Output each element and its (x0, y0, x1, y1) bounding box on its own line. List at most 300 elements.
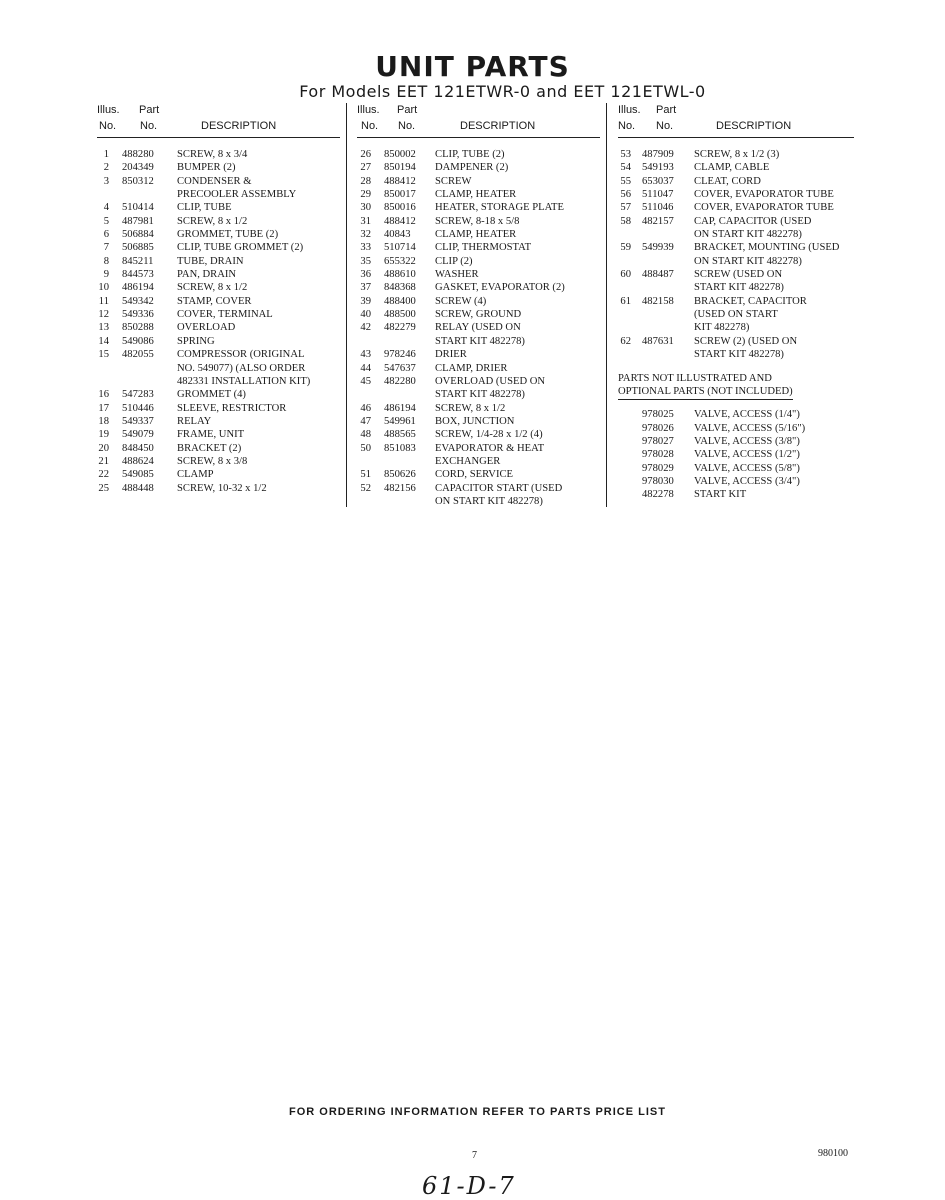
table-row (97, 455, 340, 468)
illus-number: 43 (360, 349, 371, 361)
table-row (357, 388, 600, 401)
table-row (97, 175, 340, 188)
illus-number: 39 (360, 295, 371, 307)
illus-number: 58 (620, 215, 631, 227)
part-number: 510714 (384, 242, 416, 254)
part-description: CLIP, TUBE GROMMET (2) (177, 242, 304, 254)
illus-number: 28 (360, 175, 371, 187)
table-row (357, 215, 600, 228)
table-row (357, 188, 600, 201)
not-included-section (618, 372, 854, 502)
part-number: 488610 (384, 269, 416, 281)
table-row (618, 475, 854, 488)
part-description: CLIP (2) (435, 255, 473, 267)
part-description: SCREW (4) (435, 295, 487, 307)
part-number: 549337 (122, 415, 154, 427)
illus-number: 18 (98, 415, 109, 427)
part-number: 487981 (122, 215, 154, 227)
table-row (97, 268, 340, 281)
part-number: 547283 (122, 389, 154, 401)
parts-column-3 (618, 103, 854, 502)
illus-number: 20 (98, 442, 109, 454)
table-row (97, 442, 340, 455)
table-row (97, 415, 340, 428)
table-row (357, 375, 600, 388)
part-number: 486194 (384, 402, 416, 414)
table-row (97, 348, 340, 361)
illus-number: 52 (360, 482, 371, 494)
part-description: SCREW (2) (USED ON (694, 335, 798, 347)
part-description: SCREW, 8 x 1/2 (177, 282, 248, 294)
table-row (618, 281, 854, 294)
illus-number: 56 (620, 189, 631, 201)
illus-number: 14 (98, 335, 109, 347)
table-row (97, 362, 340, 375)
part-description: VALVE, ACCESS (3/4") (694, 475, 800, 487)
header-part-no: No. (656, 120, 674, 132)
part-description: ON START KIT 482278) (435, 495, 543, 507)
part-number: 487631 (642, 335, 674, 347)
table-row (357, 442, 600, 455)
part-description: BRACKET (2) (177, 442, 242, 454)
header-description: DESCRIPTION (201, 120, 277, 132)
part-description: VALVE, ACCESS (3/8") (694, 435, 800, 447)
illus-number: 11 (98, 295, 109, 307)
table-row (97, 295, 340, 308)
header-illus: Illus. (97, 104, 120, 116)
table-row (618, 241, 854, 254)
not-included-heading (618, 372, 793, 401)
table-row (357, 362, 600, 375)
table-row (357, 201, 600, 214)
part-number: 482055 (122, 349, 154, 361)
page-subtitle: For Models EET 121ETWR-0 and EET 121ETWL-0 (299, 82, 706, 101)
parts-list (97, 148, 340, 495)
part-description: BRACKET, CAPACITOR (694, 295, 807, 307)
part-number: 510446 (122, 402, 154, 414)
part-description: GASKET, EVAPORATOR (2) (435, 282, 565, 294)
part-number: 40843 (384, 229, 411, 241)
part-description: SCREW, 8 x 3/4 (177, 149, 248, 160)
illus-number: 32 (360, 229, 371, 241)
table-row (97, 161, 340, 174)
part-number: 488565 (384, 429, 416, 441)
table-row (618, 188, 854, 201)
illus-number: 21 (98, 455, 109, 467)
part-description: CLEAT, CORD (694, 175, 761, 187)
part-number: 204349 (122, 162, 154, 174)
part-description: SCREW, 10-32 x 1/2 (177, 482, 267, 494)
part-description: VALVE, ACCESS (5/16") (694, 422, 806, 434)
part-number: 850626 (384, 469, 416, 481)
part-number: 844573 (122, 269, 154, 281)
part-number: 845211 (122, 255, 154, 267)
part-number: 850017 (384, 189, 416, 201)
part-description: TUBE, DRAIN (177, 255, 244, 267)
table-row (357, 495, 600, 508)
illus-number: 40 (360, 309, 371, 321)
table-row (97, 335, 340, 348)
illus-number: 42 (360, 322, 371, 334)
illus-number: 4 (103, 202, 109, 214)
part-number: 488400 (384, 295, 416, 307)
table-row (357, 241, 600, 254)
part-description: DAMPENER (2) (435, 162, 509, 174)
part-description: CLIP, TUBE (177, 202, 232, 214)
illus-number: 29 (360, 189, 371, 201)
part-number: 488448 (122, 482, 154, 494)
table-row (357, 295, 600, 308)
part-description: SCREW, 8 x 1/2 (177, 215, 248, 227)
illus-number: 13 (98, 322, 109, 334)
not-included-heading-line1: PARTS NOT ILLUSTRATED AND (618, 372, 772, 384)
part-number: 487909 (642, 149, 674, 160)
illus-number: 61 (620, 295, 631, 307)
header-illus: Illus. (357, 104, 380, 116)
part-number: 511047 (642, 189, 674, 201)
illus-number: 44 (360, 362, 371, 374)
part-description: STAMP, COVER (177, 295, 252, 307)
part-number: 482280 (384, 375, 416, 387)
page-title: UNIT PARTS (375, 50, 570, 83)
handwritten-note: 61-D-7 (422, 1172, 516, 1200)
illus-number: 17 (98, 402, 109, 414)
table-row (618, 308, 854, 321)
illus-number: 19 (98, 429, 109, 441)
illus-number: 15 (98, 349, 109, 361)
table-row (618, 175, 854, 188)
table-row (357, 255, 600, 268)
part-description: COVER, TERMINAL (177, 309, 273, 321)
part-description: START KIT 482278) (694, 282, 784, 294)
table-row (97, 402, 340, 415)
illus-number: 26 (360, 149, 371, 160)
table-row (97, 388, 340, 401)
table-row (97, 148, 340, 161)
part-description: CONDENSER & (177, 175, 252, 187)
table-row (97, 468, 340, 481)
part-description: CLIP, THERMOSTAT (435, 242, 532, 254)
part-description: BOX, JUNCTION (435, 415, 515, 427)
table-row (357, 308, 600, 321)
part-description: SCREW, 8 x 3/8 (177, 455, 248, 467)
column-header (357, 103, 600, 138)
part-description: KIT 482278) (694, 322, 750, 334)
table-row (357, 148, 600, 161)
illus-number: 9 (103, 269, 109, 281)
table-row (618, 435, 854, 448)
illus-number: 48 (360, 429, 371, 441)
table-row (618, 255, 854, 268)
page-number: 7 (472, 1150, 477, 1161)
part-number: 549079 (122, 429, 154, 441)
part-description: NO. 549077) (ALSO ORDER (177, 362, 306, 374)
part-description: START KIT (694, 489, 747, 501)
header-illus: Illus. (618, 104, 641, 116)
table-row (97, 321, 340, 334)
part-description: OVERLOAD (USED ON (435, 375, 546, 387)
illus-number: 25 (98, 482, 109, 494)
part-number: 549336 (122, 309, 154, 321)
table-row (97, 375, 340, 388)
header-description: DESCRIPTION (716, 120, 792, 132)
table-row (97, 428, 340, 441)
part-number: 978029 (642, 462, 674, 474)
illus-number: 2 (103, 162, 109, 174)
part-description: WASHER (435, 269, 479, 281)
table-row (618, 335, 854, 348)
part-description: START KIT 482278) (435, 389, 525, 401)
part-description: SCREW (USED ON (694, 269, 783, 281)
illus-number: 36 (360, 269, 371, 281)
illus-number: 37 (360, 282, 371, 294)
part-number: 655322 (384, 255, 416, 267)
part-description: 482331 INSTALLATION KIT) (177, 375, 311, 387)
part-number: 978028 (642, 449, 674, 461)
part-description: (USED ON START (694, 309, 778, 321)
part-description: SCREW, 8 x 1/2 (435, 402, 506, 414)
illus-number: 62 (620, 335, 631, 347)
part-number: 848368 (384, 282, 416, 294)
table-row (618, 295, 854, 308)
illus-number: 46 (360, 402, 371, 414)
part-number: 851083 (384, 442, 416, 454)
table-row (357, 228, 600, 241)
illus-number: 12 (98, 309, 109, 321)
illus-number: 33 (360, 242, 371, 254)
table-row (618, 201, 854, 214)
table-row (357, 161, 600, 174)
part-number: 850002 (384, 149, 416, 160)
illus-number: 31 (360, 215, 371, 227)
table-row (357, 455, 600, 468)
part-description: VALVE, ACCESS (1/4") (694, 409, 800, 421)
parts-list (618, 148, 854, 362)
part-description: FRAME, UNIT (177, 429, 245, 441)
part-description: CAPACITOR START (USED (435, 482, 563, 494)
document-code: 980100 (818, 1148, 848, 1159)
table-row (357, 468, 600, 481)
table-row (357, 482, 600, 495)
illus-number: 6 (103, 229, 109, 241)
part-description: VALVE, ACCESS (1/2") (694, 449, 800, 461)
header-no: No. (618, 120, 636, 132)
table-row (618, 148, 854, 161)
part-description: CLAMP, CABLE (694, 162, 770, 174)
table-row (357, 348, 600, 361)
part-number: 978027 (642, 435, 674, 447)
table-row (357, 402, 600, 415)
parts-column-1 (97, 103, 340, 495)
table-row (97, 281, 340, 294)
column-header (97, 103, 340, 138)
part-description: START KIT 482278) (435, 335, 525, 347)
part-number: 488624 (122, 455, 154, 467)
illus-number: 51 (360, 469, 371, 481)
part-number: 482156 (384, 482, 416, 494)
illus-number: 8 (103, 255, 109, 267)
ordering-info-footer: FOR ORDERING INFORMATION REFER TO PARTS PRICE LIST (289, 1106, 666, 1118)
header-part: Part (139, 104, 160, 116)
table-row (97, 482, 340, 495)
table-row (618, 422, 854, 435)
part-number: 978025 (642, 409, 674, 421)
part-description: DRIER (435, 349, 467, 361)
part-number: 488412 (384, 215, 416, 227)
part-description: RELAY (USED ON (435, 322, 521, 334)
part-description: CLAMP, HEATER (435, 229, 517, 241)
illus-number: 59 (620, 242, 631, 254)
part-number: 549086 (122, 335, 154, 347)
table-row (357, 321, 600, 334)
table-row (357, 268, 600, 281)
part-description: OVERLOAD (177, 322, 236, 334)
table-row (357, 428, 600, 441)
part-description: CLAMP, HEATER (435, 189, 517, 201)
table-row (97, 241, 340, 254)
part-number: 488280 (122, 149, 154, 160)
part-number: 488412 (384, 175, 416, 187)
illus-number: 60 (620, 269, 631, 281)
table-row (97, 308, 340, 321)
part-number: 506884 (122, 229, 154, 241)
part-number: 482279 (384, 322, 416, 334)
part-number: 850312 (122, 175, 154, 187)
table-row (618, 161, 854, 174)
table-row (618, 321, 854, 334)
part-description: CLAMP, DRIER (435, 362, 508, 374)
illus-number: 16 (98, 389, 109, 401)
part-description: BUMPER (2) (177, 162, 236, 174)
part-description: START KIT 482278) (694, 349, 784, 361)
part-description: CORD, SERVICE (435, 469, 514, 481)
illus-number: 3 (103, 175, 109, 187)
part-number: 848450 (122, 442, 154, 454)
illus-number: 45 (360, 375, 371, 387)
part-description: CAP, CAPACITOR (USED (694, 215, 812, 227)
part-number: 482157 (642, 215, 674, 227)
table-row (357, 335, 600, 348)
illus-number: 7 (103, 242, 109, 254)
part-number: 506885 (122, 242, 154, 254)
illus-number: 1 (103, 149, 109, 160)
part-number: 549342 (122, 295, 154, 307)
illus-number: 30 (360, 202, 371, 214)
table-row (97, 255, 340, 268)
part-description: CLAMP (177, 469, 214, 481)
header-part-no: No. (140, 120, 158, 132)
part-description: SLEEVE, RESTRICTOR (177, 402, 287, 414)
header-no: No. (99, 120, 117, 132)
part-number: 510414 (122, 202, 154, 214)
illus-number: 10 (98, 282, 109, 294)
part-description: SCREW, 1/4-28 x 1/2 (4) (435, 429, 543, 441)
table-row (618, 268, 854, 281)
part-description: EXCHANGER (435, 455, 501, 467)
table-row (97, 215, 340, 228)
table-row (618, 215, 854, 228)
part-description: SCREW, GROUND (435, 309, 522, 321)
illus-number: 50 (360, 442, 371, 454)
part-number: 850016 (384, 202, 416, 214)
part-description: GROMMET, TUBE (2) (177, 229, 279, 241)
parts-column-2 (357, 103, 600, 508)
part-description: VALVE, ACCESS (5/8") (694, 462, 800, 474)
part-description: COVER, EVAPORATOR TUBE (694, 189, 834, 201)
illus-number: 5 (103, 215, 109, 227)
table-row (97, 201, 340, 214)
part-description: ON START KIT 482278) (694, 255, 802, 267)
part-number: 488500 (384, 309, 416, 321)
table-row (97, 228, 340, 241)
header-part: Part (397, 104, 418, 116)
illus-number: 57 (620, 202, 631, 214)
part-number: 850288 (122, 322, 154, 334)
part-description: HEATER, STORAGE PLATE (435, 202, 564, 214)
table-row (357, 175, 600, 188)
part-number: 482158 (642, 295, 674, 307)
part-description: CLIP, TUBE (2) (435, 149, 505, 160)
table-row (618, 348, 854, 361)
illus-number: 55 (620, 175, 631, 187)
part-number: 511046 (642, 202, 674, 214)
part-description: RELAY (177, 415, 212, 427)
part-description: GROMMET (4) (177, 389, 246, 401)
part-number: 549085 (122, 469, 154, 481)
part-number: 549961 (384, 415, 416, 427)
part-number: 549939 (642, 242, 674, 254)
column-header (618, 103, 854, 138)
part-description: SCREW, 8-18 x 5/8 (435, 215, 520, 227)
illus-number: 54 (620, 162, 631, 174)
part-description: COVER, EVAPORATOR TUBE (694, 202, 834, 214)
column-divider (606, 103, 607, 507)
not-included-heading-line2: OPTIONAL PARTS (NOT INCLUDED) (618, 385, 793, 397)
table-row (618, 408, 854, 421)
illus-number: 27 (360, 162, 371, 174)
parts-list (357, 148, 600, 508)
part-number: 850194 (384, 162, 416, 174)
table-row (618, 228, 854, 241)
table-row (97, 188, 340, 201)
header-no: No. (361, 120, 379, 132)
part-description: BRACKET, MOUNTING (USED (694, 242, 840, 254)
part-description: ON START KIT 482278) (694, 229, 802, 241)
part-description: SCREW (435, 175, 472, 187)
illus-number: 35 (360, 255, 371, 267)
table-row (357, 281, 600, 294)
part-number: 486194 (122, 282, 154, 294)
header-description: DESCRIPTION (460, 120, 536, 132)
table-row (357, 415, 600, 428)
part-description: SCREW, 8 x 1/2 (3) (694, 149, 780, 160)
illus-number: 53 (620, 149, 631, 160)
part-number: 482278 (642, 489, 674, 501)
header-part: Part (656, 104, 677, 116)
part-number: 978026 (642, 422, 674, 434)
part-description: EVAPORATOR & HEAT (435, 442, 545, 454)
part-number: 547637 (384, 362, 416, 374)
table-row (618, 448, 854, 461)
illus-number: 22 (98, 469, 109, 481)
part-number: 978246 (384, 349, 416, 361)
part-description: COMPRESSOR (ORIGINAL (177, 349, 305, 361)
part-number: 653037 (642, 175, 674, 187)
column-divider (346, 103, 347, 507)
illus-number: 47 (360, 415, 371, 427)
part-description: PRECOOLER ASSEMBLY (177, 189, 297, 201)
header-part-no: No. (398, 120, 416, 132)
